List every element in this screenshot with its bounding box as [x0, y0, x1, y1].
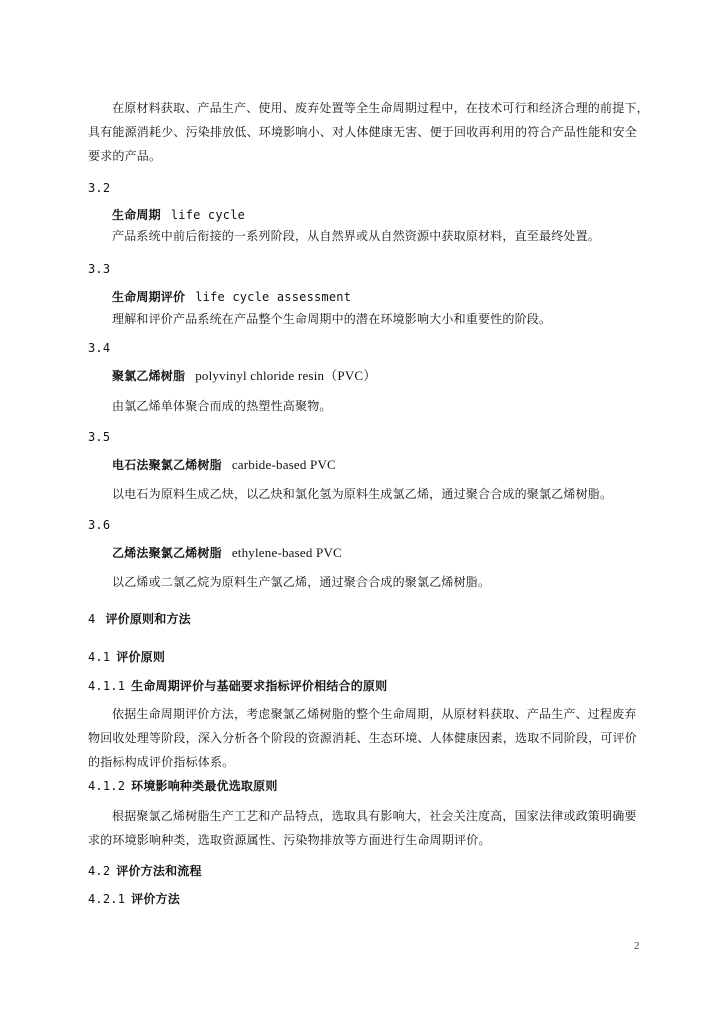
definition-text: 理解和评价产品系统在产品整个生命周期中的潜在环境影响大小和重要性的阶段。 [112, 312, 552, 326]
definition-text: 以电石为原料生成乙炔，以乙炔和氯化氢为原料生成氯乙烯，通过聚合合成的聚氯乙烯树脂。 [112, 487, 613, 501]
subsection-heading [88, 678, 387, 694]
term-en: carbide-based PVC [231, 457, 336, 472]
page-number: 2 [634, 940, 640, 952]
subsection-number: 4.1 [88, 650, 111, 664]
term-cn: 乙烯法聚氯乙烯树脂 [112, 546, 222, 560]
term-en: polyvinyl chloride resin（PVC） [195, 368, 377, 383]
subsection-heading [88, 649, 165, 665]
subsection-number: 4.2 [88, 864, 111, 878]
term-heading [112, 368, 377, 384]
subsection-title: 评价方法 [131, 892, 180, 906]
intro-line-3: 要求的产品。 [88, 149, 162, 163]
subsection-heading [88, 778, 278, 794]
subsection-heading [88, 863, 202, 879]
clause-number: 3.6 [88, 518, 111, 532]
term-heading [112, 545, 342, 561]
term-en: life cycle assessment [195, 290, 352, 304]
subsection-number: 4.2.1 [88, 892, 126, 906]
definition-text: 产品系统中前后衔接的一系列阶段，从自然界或从自然资源中获取原材料，直至最终处置。 [112, 229, 601, 243]
term-en: ethylene-based PVC [231, 545, 342, 560]
paragraph-line: 物回收处理等阶段，深入分析各个阶段的资源消耗、生态环境、人体健康因素，选取不同阶段，可评价 [88, 731, 638, 745]
paragraph-line: 求的环境影响种类，选取资源属性、污染物排放等方面进行生命周期评价。 [88, 833, 491, 847]
definition-text: 以乙烯或二氯乙烷为原料生产氯乙烯，通过聚合合成的聚氯乙烯树脂。 [112, 575, 491, 589]
subsection-number: 4.1.1 [88, 679, 126, 693]
paragraph-line: 的指标构成评价指标体系。 [88, 755, 235, 769]
paragraph-line: 依据生命周期评价方法，考虑聚氯乙烯树脂的整个生命周期，从原材料获取、产品生产、过程废弃 [112, 707, 637, 721]
subsection-number: 4.1.2 [88, 779, 126, 793]
subsection-heading [88, 891, 180, 907]
term-en: life cycle [170, 208, 246, 222]
intro-line-2: 具有能源消耗少、污染排放低、环境影响小、对人体健康无害、便于回收再利用的符合产品性能和安全 [88, 125, 638, 139]
clause-number: 3.5 [88, 430, 111, 444]
term-cn: 生命周期评价 [112, 290, 186, 304]
clause-number: 3.2 [88, 181, 111, 195]
intro-line-1: 在原材料获取、产品生产、使用、废弃处置等全生命周期过程中，在技术可行和经济合理的前提下， [112, 101, 649, 115]
term-cn: 生命周期 [112, 208, 161, 222]
paragraph-line: 根据聚氯乙烯树脂生产工艺和产品特点，选取具有影响大，社会关注度高，国家法律或政策明确要 [112, 809, 637, 823]
clause-number: 3.3 [88, 262, 111, 276]
section-number: 4 [88, 612, 96, 626]
definition-text: 由氯乙烯单体聚合而成的热塑性高聚物。 [112, 399, 332, 413]
term-cn: 聚氯乙烯树脂 [112, 369, 186, 383]
section-title: 评价原则和方法 [105, 612, 191, 626]
subsection-title: 环境影响种类最优选取原则 [131, 779, 278, 793]
subsection-title: 生命周期评价与基础要求指标评价相结合的原则 [131, 679, 388, 693]
term-heading [112, 207, 245, 223]
section-heading [88, 611, 191, 627]
term-heading [112, 457, 336, 473]
term-heading [112, 289, 351, 305]
clause-number: 3.4 [88, 341, 111, 355]
term-cn: 电石法聚氯乙烯树脂 [112, 458, 222, 472]
subsection-title: 评价方法和流程 [116, 864, 202, 878]
subsection-title: 评价原则 [116, 650, 166, 664]
